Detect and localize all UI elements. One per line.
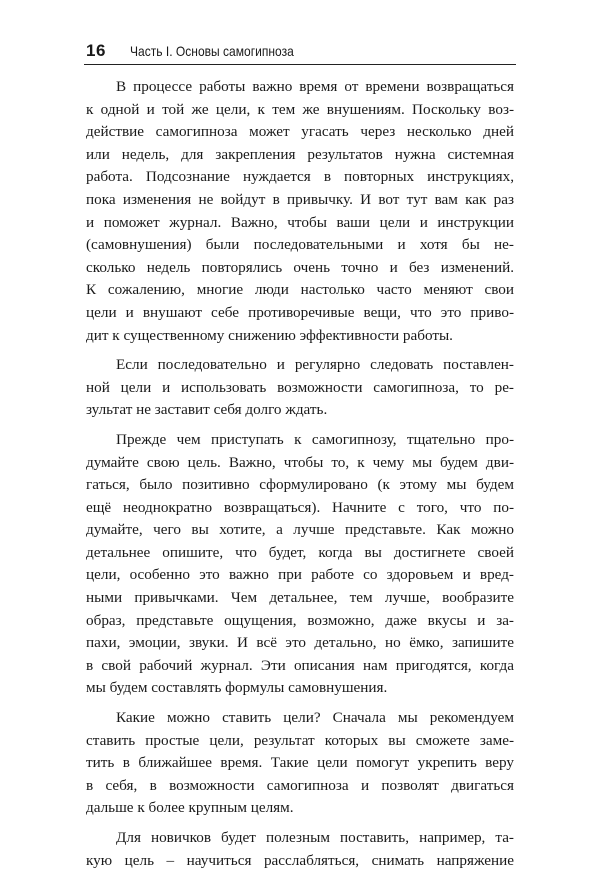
page-number: 16 bbox=[86, 41, 106, 60]
text-line: пока изменения не войдут в привычку. И вот тут вам как раз bbox=[86, 190, 514, 208]
text-line: ной цели и использовать возможности самогипноза, то ре- bbox=[86, 378, 514, 396]
text-line: или недель, для закрепления результатов нужна системная bbox=[86, 145, 514, 163]
text-line: в свой рабочий журнал. Эти описания нам пригодятся, когда bbox=[86, 656, 514, 674]
paragraph bbox=[86, 707, 514, 820]
text-line: В процессе работы важно время от времени возвращаться bbox=[116, 78, 514, 95]
text-line: ными привычками. Чем детальнее, тем лучше, вообразите bbox=[86, 589, 514, 607]
text-line: Какие можно ставить цели? Сначала мы рекомендуем bbox=[116, 709, 514, 727]
text-line: в себя, в возможности самогипноза и позволят двигаться bbox=[86, 776, 514, 794]
text-line: тить в ближайшее время. Такие цели помогут укрепить веру bbox=[86, 754, 514, 772]
text-line: Для новичков будет полезным поставить, например, та- bbox=[116, 829, 514, 846]
paragraph bbox=[86, 354, 514, 422]
text-line: пахи, эмоции, звуки. И всё это детально, но ёмко, запишите bbox=[86, 634, 514, 652]
text-line: образ, представьте ощущения, возможно, даже вкусы и за- bbox=[86, 611, 514, 629]
chapter-title: Часть I. Основы самогипноза bbox=[130, 43, 294, 59]
text-line: кую цель – научиться расслабляться, снимать напряжение bbox=[86, 851, 514, 869]
running-header bbox=[84, 40, 516, 65]
text-line: К сожалению, многие люди настолько часто меняют свои bbox=[86, 281, 514, 299]
text-line: ещё неоднократно возвращаться). Начните с того, что по- bbox=[86, 498, 514, 516]
text-line: думайте, чего вы хотите, а лучше представьте. Как можно bbox=[86, 521, 514, 539]
text-line: Если последовательно и регулярно следовать поставлен- bbox=[116, 356, 514, 374]
paragraph bbox=[86, 429, 514, 700]
paragraph bbox=[86, 76, 514, 347]
text-line: зультат не заставит себя долго ждать. bbox=[86, 401, 328, 419]
text-line: гаться, было позитивно сформулировано (к этому мы будем bbox=[86, 476, 514, 494]
text-line: думайте свою цель. Важно, чтобы то, к чему мы будем дви- bbox=[86, 453, 514, 471]
text-line: дальше к более крупным целям. bbox=[86, 799, 294, 817]
text-line: к одной и той же цели, к тем же внушениям. Поскольку воз- bbox=[86, 100, 514, 118]
text-line: детальнее опишите, что будет, когда вы достигнете своей bbox=[86, 543, 514, 561]
text-line: мы будем составлять формулы самовнушения. bbox=[86, 679, 388, 697]
text-line: цели и внушают себе противоречивые вещи, что это приво- bbox=[86, 303, 514, 321]
text-line: дит к существенному снижению эффективности работы. bbox=[86, 326, 453, 344]
body-text bbox=[86, 76, 514, 879]
text-line: Прежде чем приступать к самогипнозу, тщательно про- bbox=[116, 430, 514, 448]
text-line: действие самогипноза может угасать через несколько дней bbox=[86, 123, 514, 141]
text-line: сколько недель повторялись очень точно и без изменений. bbox=[86, 258, 514, 276]
text-line: (самовнушения) были последовательными и хотя бы не- bbox=[86, 236, 514, 254]
paragraph bbox=[86, 827, 514, 872]
text-line: цели, особенно это важно при работе со здоровьем и вред- bbox=[86, 566, 514, 584]
text-line: ставить простые цели, результат которых вы сможете заме- bbox=[86, 731, 514, 749]
text-line: и поможет журнал. Важно, чтобы ваши цели и инструкции bbox=[86, 213, 514, 231]
text-line: работа. Подсознание нуждается в повторных инструкциях, bbox=[86, 168, 514, 186]
